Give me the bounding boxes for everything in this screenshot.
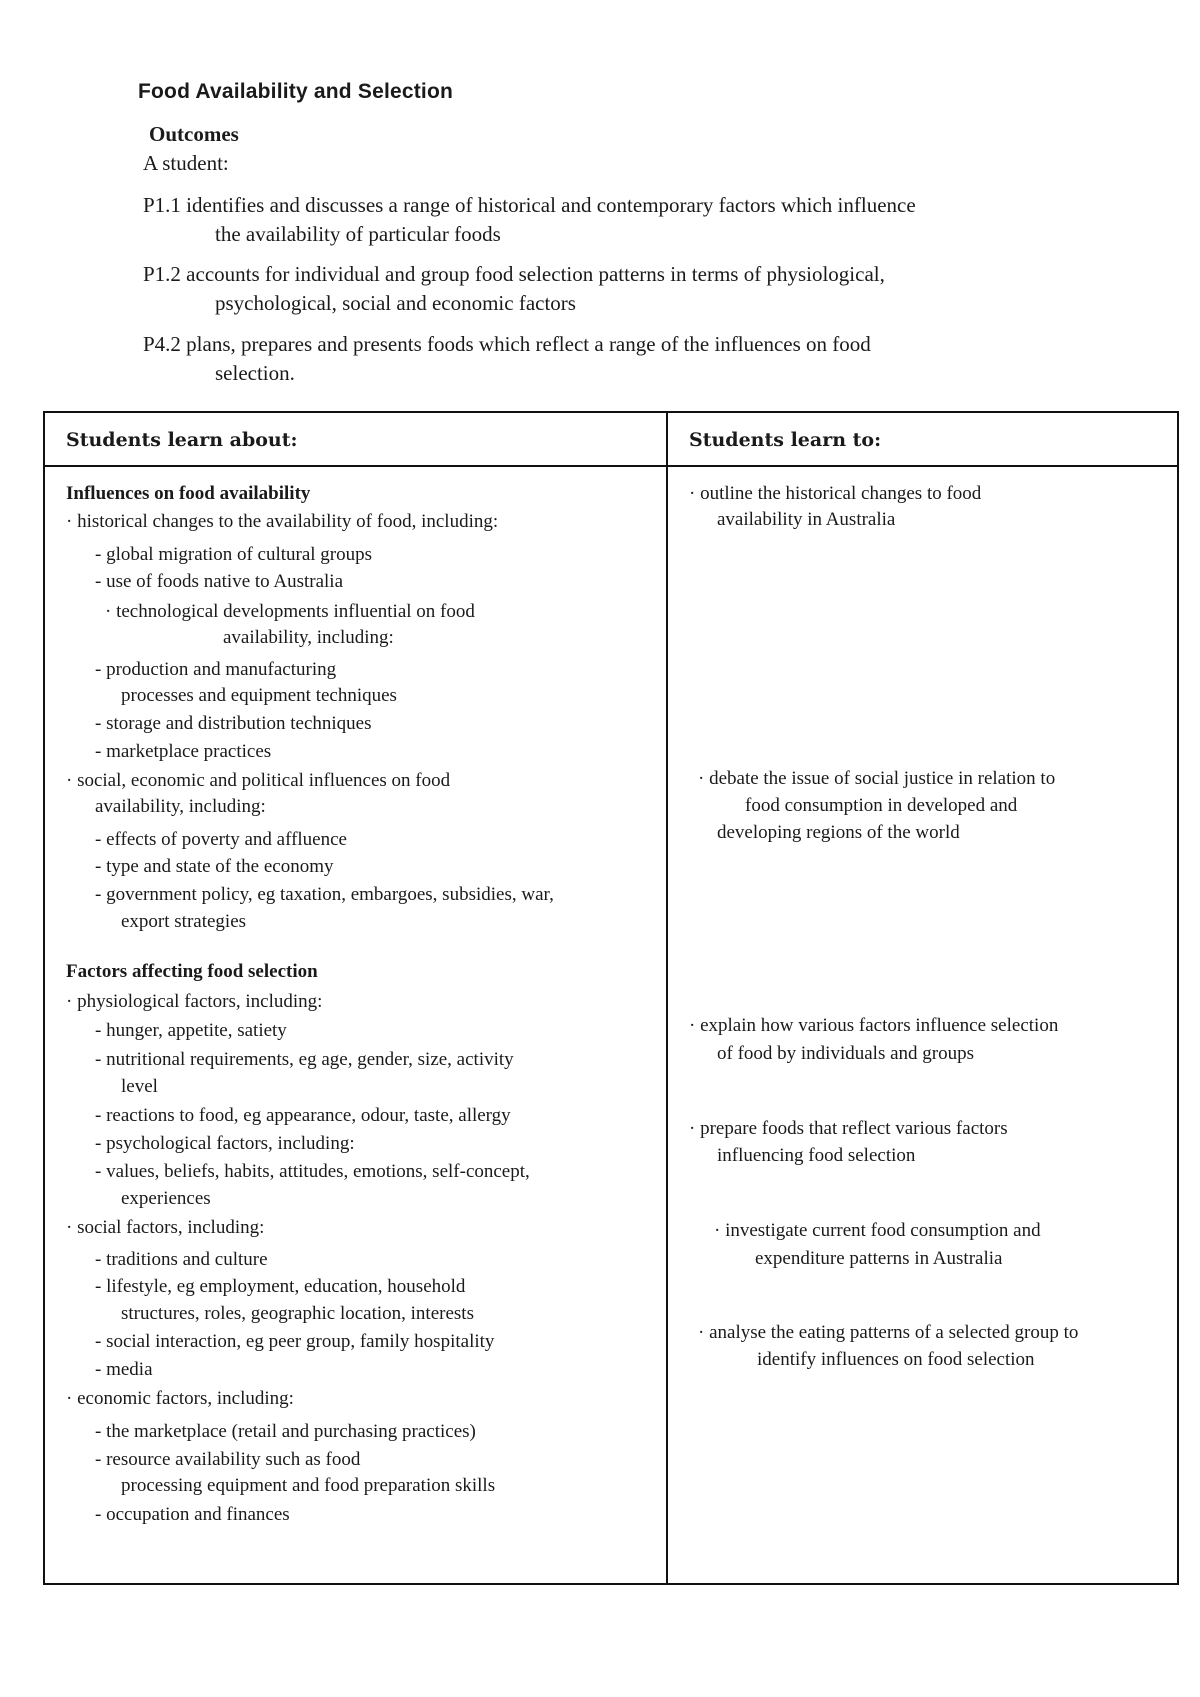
list-item: · economic factors, including: [66,1388,294,1409]
section-heading: Influences on food availability [66,483,311,504]
learn-to-continuation: availability in Australia [717,509,896,530]
list-item: - traditions and culture [95,1249,268,1270]
learn-to-item: · investigate current food consumption and [714,1220,1041,1241]
column-divider [666,413,668,1583]
list-item: - values, beliefs, habits, attitudes, emotions, self-concept, [95,1161,530,1182]
learn-to-item: · debate the issue of social justice in relation to [698,768,1056,789]
document-title: Food Availability and Selection [138,80,454,103]
learn-to-continuation: influencing food selection [717,1145,916,1166]
learn-to-continuation: food consumption in developed and [745,795,1018,816]
list-item-continuation: processes and equipment techniques [121,685,397,706]
outcome-line: P1.1 identifies and discusses a range of historical and contemporary factors which influence [143,193,916,217]
learn-to-continuation: expenditure patterns in Australia [755,1248,1003,1269]
learn-to-item: · analyse the eating patterns of a selected group to [698,1322,1079,1343]
list-item: - government policy, eg taxation, embargoes, subsidies, war, [95,884,554,905]
list-item: - social interaction, eg peer group, family hospitality [95,1331,495,1352]
list-item: · social, economic and political influences on food [66,770,451,791]
outcome-line: P1.2 accounts for individual and group food selection patterns in terms of physiological, [143,262,885,286]
outcome-continuation: selection. [215,361,295,385]
list-item: - resource availability such as food [95,1449,361,1470]
list-item: · physiological factors, including: [66,991,323,1012]
list-item: - effects of poverty and affluence [95,829,347,850]
header-learn-to: Students learn to: [689,429,882,451]
section-heading: Factors affecting food selection [66,961,318,982]
list-item: · social factors, including: [66,1217,265,1238]
learn-to-item: · explain how various factors influence selection [689,1015,1059,1036]
header-learn-about: Students learn about: [66,429,298,451]
outcome-continuation: psychological, social and economic factors [215,291,576,315]
header-divider [45,465,1177,467]
list-item: - reactions to food, eg appearance, odour, taste, allergy [95,1105,511,1126]
list-item-continuation: processing equipment and food preparation skills [121,1475,496,1496]
list-item-continuation: level [121,1076,158,1097]
outcome-item [143,260,1093,318]
list-item: - production and manufacturing [95,659,337,680]
list-item-continuation: export strategies [121,911,247,932]
list-item: - hunger, appetite, satiety [95,1020,287,1041]
outcomes-heading: Outcomes [149,122,239,146]
list-item: - media [95,1359,153,1380]
list-item: - lifestyle, eg employment, education, household [95,1276,466,1297]
list-item: · historical changes to the availability of food, including: [66,511,499,532]
list-item: - marketplace practices [95,741,272,762]
learn-to-continuation: developing regions of the world [717,822,960,843]
learn-to-continuation: of food by individuals and groups [717,1043,975,1064]
list-item-continuation: experiences [121,1188,211,1209]
list-item-continuation: structures, roles, geographic location, interests [121,1303,474,1324]
list-item: - storage and distribution techniques [95,713,372,734]
list-item-continuation: availability, including: [223,627,394,648]
list-item: - global migration of cultural groups [95,544,373,565]
list-item: - type and state of the economy [95,856,334,877]
learn-to-item: · outline the historical changes to food [689,483,982,504]
list-item: - psychological factors, including: [95,1133,355,1154]
learn-to-item: · prepare foods that reflect various factors [689,1118,1008,1139]
outcome-line: P4.2 plans, prepares and presents foods which reflect a range of the influences on food [143,332,871,356]
intro-text: A student: [143,151,229,175]
list-item: - occupation and finances [95,1504,290,1525]
outcome-item [143,191,1093,249]
list-item: - nutritional requirements, eg age, gender, size, activity [95,1049,514,1070]
list-item-continuation: availability, including: [95,796,266,817]
outcome-item [143,330,1093,388]
outcome-continuation: the availability of particular foods [215,222,501,246]
list-item: - use of foods native to Australia [95,571,344,592]
list-item: - the marketplace (retail and purchasing practices) [95,1421,476,1442]
list-item: · technological developments influential on food [105,601,475,622]
content-table [43,411,1179,1585]
learn-to-continuation: identify influences on food selection [757,1349,1035,1370]
